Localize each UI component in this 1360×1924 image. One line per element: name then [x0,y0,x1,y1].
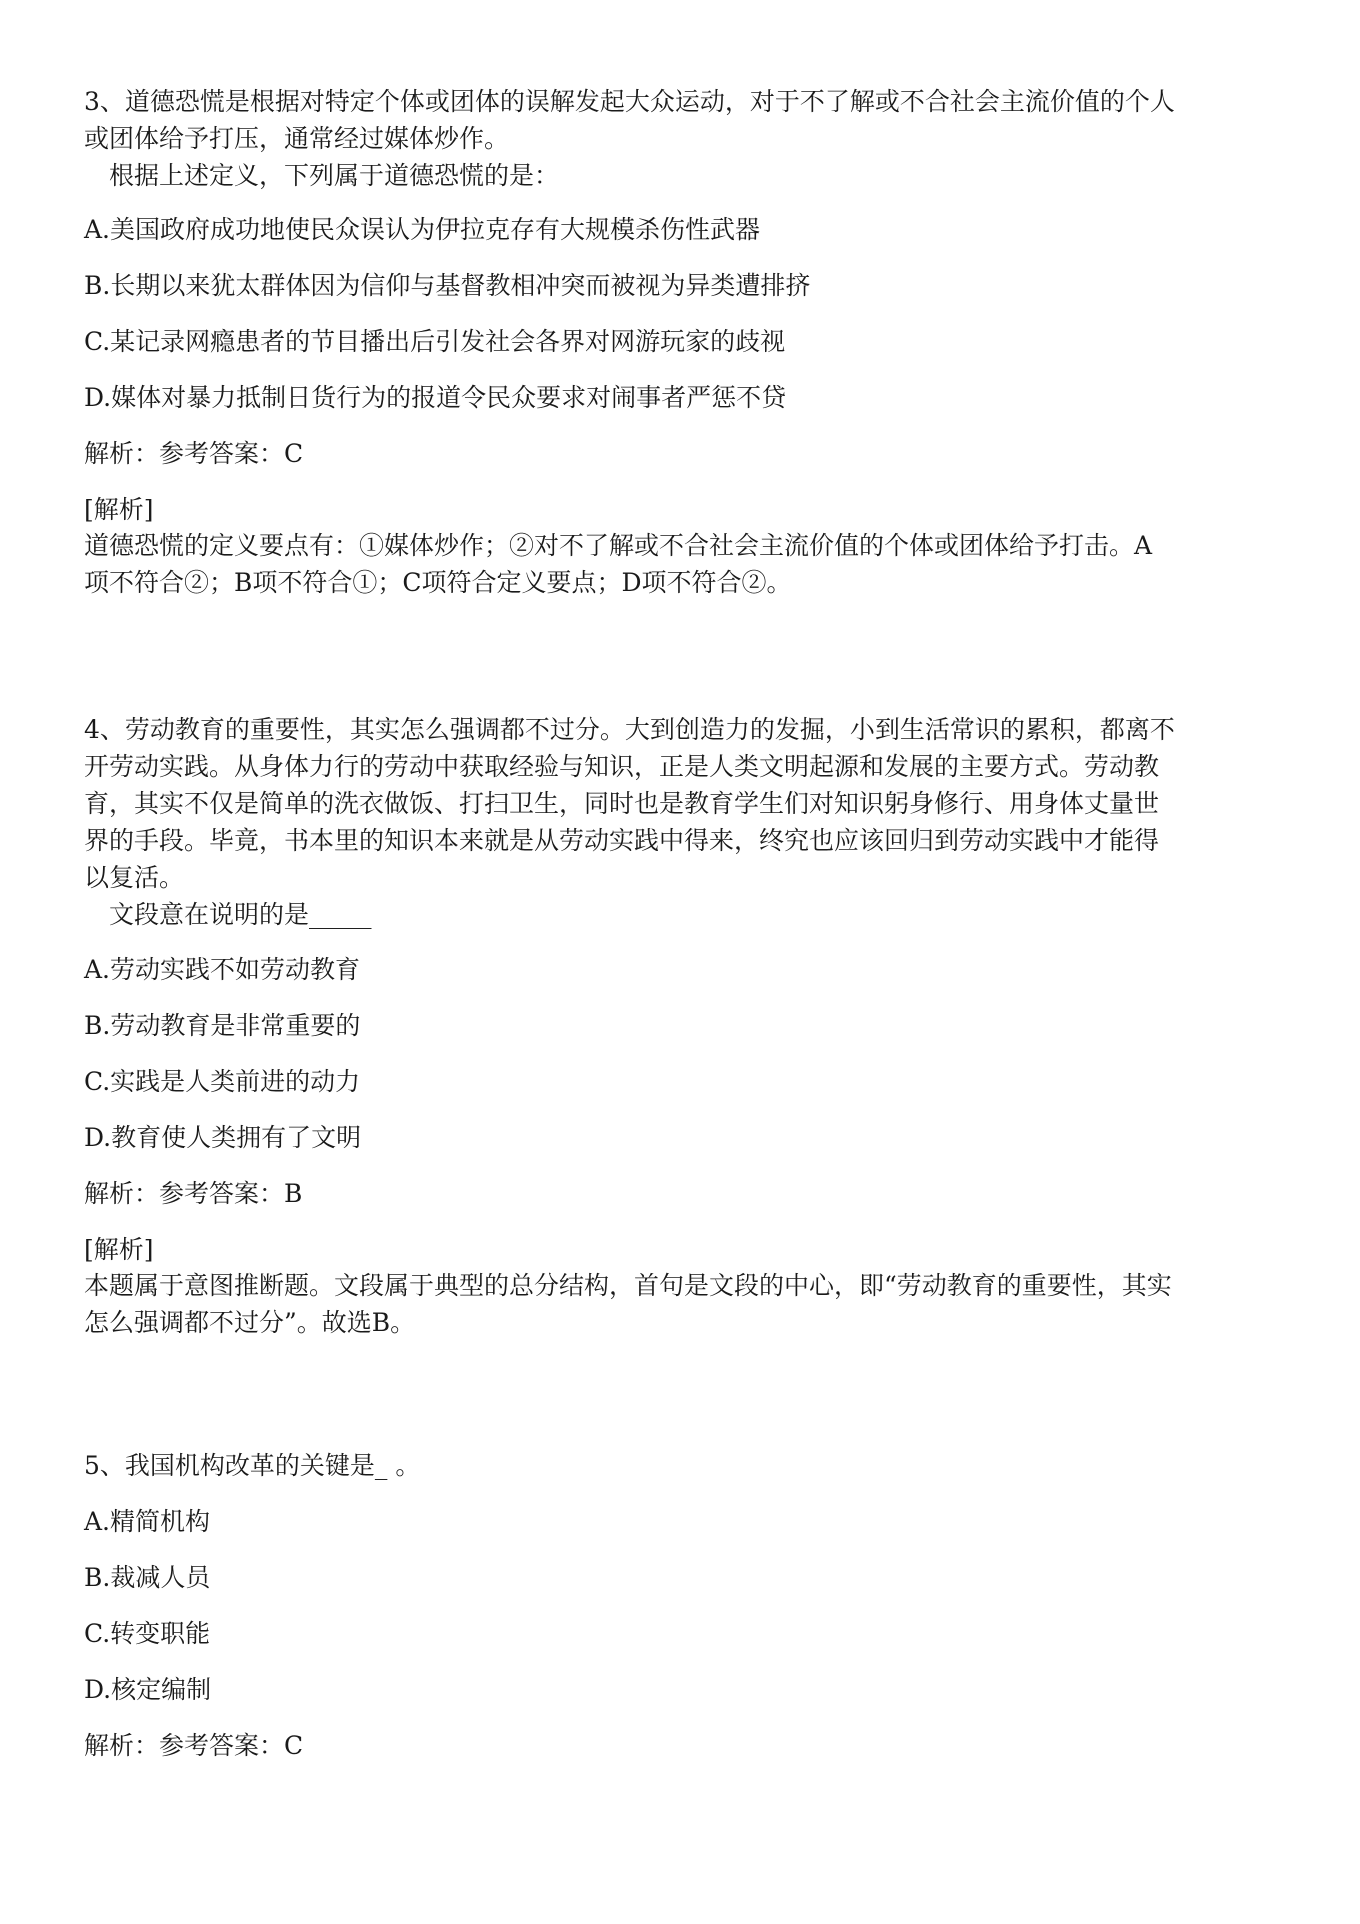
question-stem-line: 界的手段。毕竟，书本里的知识本来就是从劳动实践中得来，终究也应该回归到劳动实践中才能得 [84,826,1160,855]
option-a: A.劳动实践不如劳动教育 [84,955,361,984]
analysis-line: 道德恐慌的定义要点有：①媒体炒作；②对不了解或不合社会主流价值的个体或团体给予打击。A [84,531,1153,560]
option-c: C.某记录网瘾患者的节目播出后引发社会各界对网游玩家的歧视 [84,327,786,356]
question-stem-line: 4、劳动教育的重要性，其实怎么强调都不过分。大到创造力的发掘，小到生活常识的累积，都离不 [84,715,1175,744]
option-b: B.裁减人员 [84,1563,211,1592]
answer-line: 解析：参考答案：C [84,1731,304,1760]
answer-line: 解析：参考答案：B [84,1179,303,1208]
option-d: D.核定编制 [84,1675,212,1704]
question-prompt: 根据上述定义，下列属于道德恐慌的是： [109,161,560,190]
option-d: D.教育使人类拥有了文明 [84,1123,362,1152]
analysis-line: 项不符合②；B项不符合①；C项符合定义要点；D项不符合②。 [84,568,792,597]
option-a: A.精简机构 [84,1507,211,1536]
analysis-title: [解析] [84,1235,154,1264]
question-stem-line: 开劳动实践。从身体力行的劳动中获取经验与知识，正是人类文明起源和发展的主要方式。劳动教 [84,752,1160,781]
option-c: C.实践是人类前进的动力 [84,1067,361,1096]
question-prompt: 文段意在说明的是_____ [109,900,372,929]
answer-line: 解析：参考答案：C [84,439,304,468]
analysis-line: 本题属于意图推断题。文段属于典型的总分结构，首句是文段的中心，即“劳动教育的重要性，其实 [84,1271,1172,1300]
analysis-line: 怎么强调都不过分”。故选B。 [84,1308,416,1337]
option-b: B.劳动教育是非常重要的 [84,1011,361,1040]
option-d: D.媒体对暴力抵制日货行为的报道令民众要求对闹事者严惩不贷 [84,383,787,412]
question-stem-line: 以复活。 [84,863,185,892]
option-b: B.长期以来犹太群体因为信仰与基督教相冲突而被视为异类遭排挤 [84,271,811,300]
question-stem-line: 育，其实不仅是简单的洗衣做饭、打扫卫生，同时也是教育学生们对知识躬身修行、用身体丈量世 [84,789,1160,818]
analysis-title: [解析] [84,495,154,524]
question-stem-line: 或团体给予打压，通常经过媒体炒作。 [84,124,510,153]
question-stem-line: 3、道德恐慌是根据对特定个体或团体的误解发起大众运动，对于不了解或不合社会主流价值的个人 [84,87,1175,116]
question-stem-line: 5、我国机构改革的关键是_ 。 [84,1451,421,1480]
option-c: C.转变职能 [84,1619,211,1648]
option-a: A.美国政府成功地使民众误认为伊拉克存有大规模杀伤性武器 [84,215,761,244]
